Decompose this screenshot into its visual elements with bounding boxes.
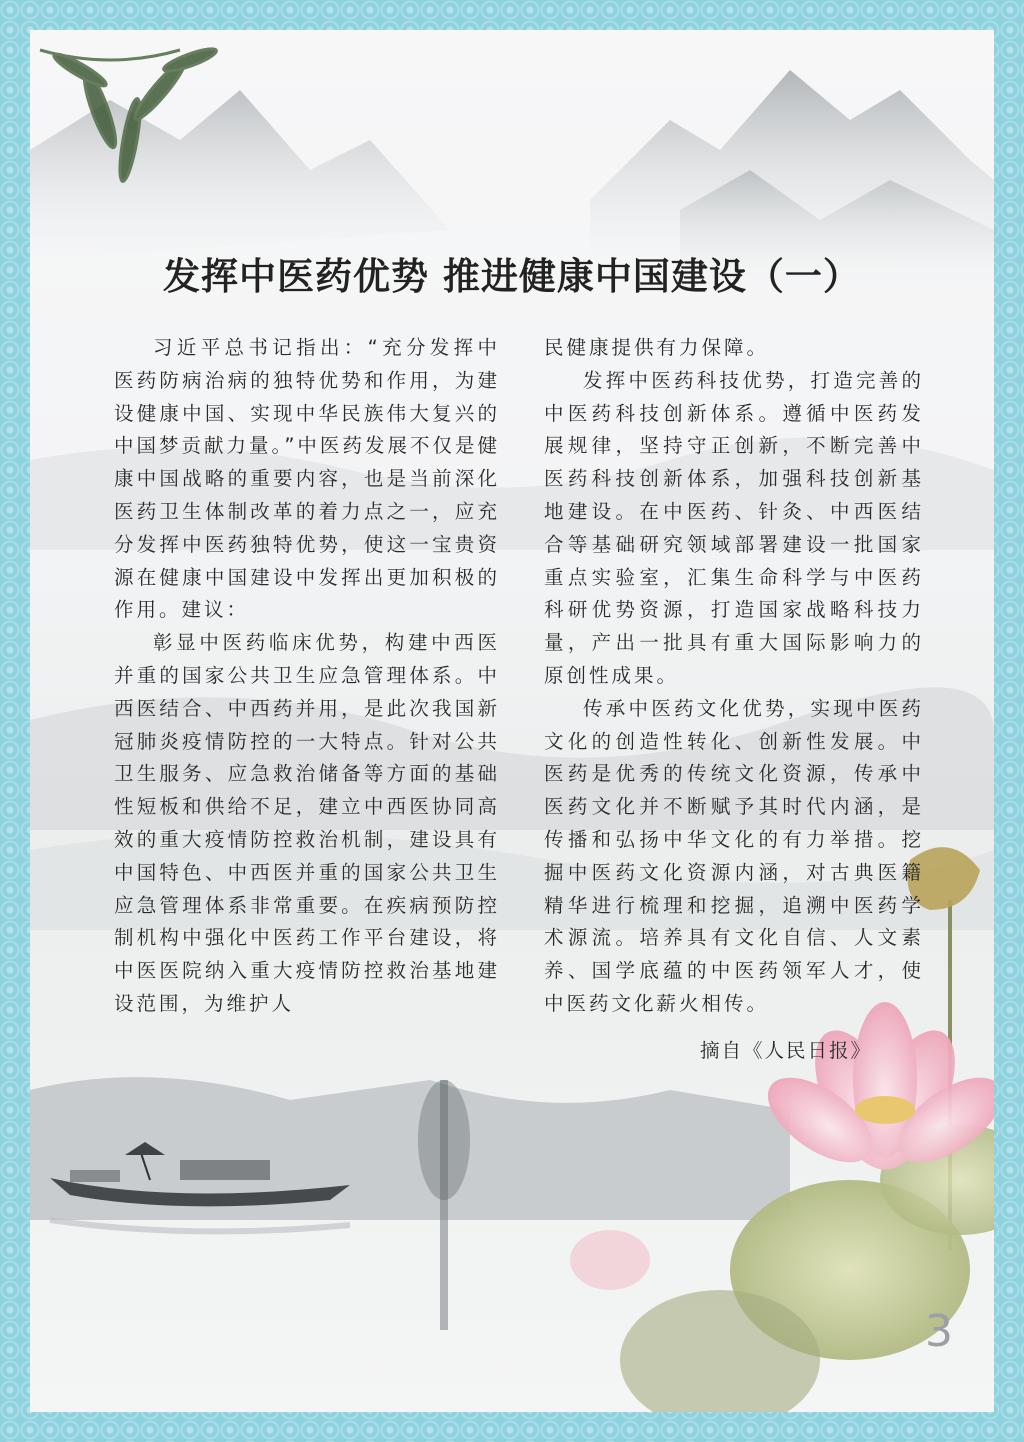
paragraph: 彰显中医药临床优势，构建中西医并重的国家公共卫生应急管理体系。中西医结合、中西药并用，是此次我国新冠肺炎疫情防控的一大特点。针对公共卫生服务、应急救治储备等方面的基础性短板和供给不足，建立中西医协同高效的重大疫情防控救治机制，建设具有中国特色、中西医并重的国家公共卫生应急管理体系非常重要。在疾病预防控制机构中强化中医药工作平台建设，将中医医院纳入重大疫情防控救治基地建设范围，为维护人 xyxy=(114,631,500,1015)
paragraph: 发挥中医药科技优势，打造完善的中医药科技创新体系。遵循中医药发展规律，坚持守正创新，不断完善中医药科技创新体系，加强科技创新基地建设。在中医药、针灸、中西医结合等基础研究领域部署建设一批国家重点实验室，汇集生命科学与中医药科研优势资源，打造国家战略科技力量，产出一批具有重大国际影响力的原创性成果。 xyxy=(544,368,924,687)
paragraph: 习近平总书记指出：“充分发挥中医药防病治病的独特优势和作用，为建设健康中国、实现中华民族伟大复兴的中国梦贡献力量。”中医药发展不仅是健康中国战略的重要内容，也是当前深化医药卫生体制改革的着力点之一，应充分发挥中医药独特优势，使这一宝贵资源在健康中国建设中发挥出更加积极的作用。建议： xyxy=(114,336,500,622)
page-number: 3 xyxy=(925,1306,953,1357)
article-title: 发挥中医药优势 推进健康中国建设（一） xyxy=(163,254,861,298)
source-attribution: 摘自《人民日报》 xyxy=(700,1039,873,1062)
paragraph-continuation: 民健康提供有力保障。 xyxy=(544,336,770,359)
article-column-right xyxy=(544,332,924,1021)
paragraph: 传承中医药文化优势，实现中医药文化的创造性转化、创新性发展。中医药是优秀的传统文化资源，传承中医药文化并不断赋予其时代内涵，是传播和弘扬中华文化的有力举措。挖掘中医药文化资源内涵，对古典医籍精华进行梳理和挖掘，追溯中医药学术源流。培养具有文化自信、人文素养、国学底蕴的中医药领军人才，使中医药文化薪火相传。 xyxy=(544,696,924,1015)
article-column-left xyxy=(114,332,500,1021)
page xyxy=(30,30,994,1412)
